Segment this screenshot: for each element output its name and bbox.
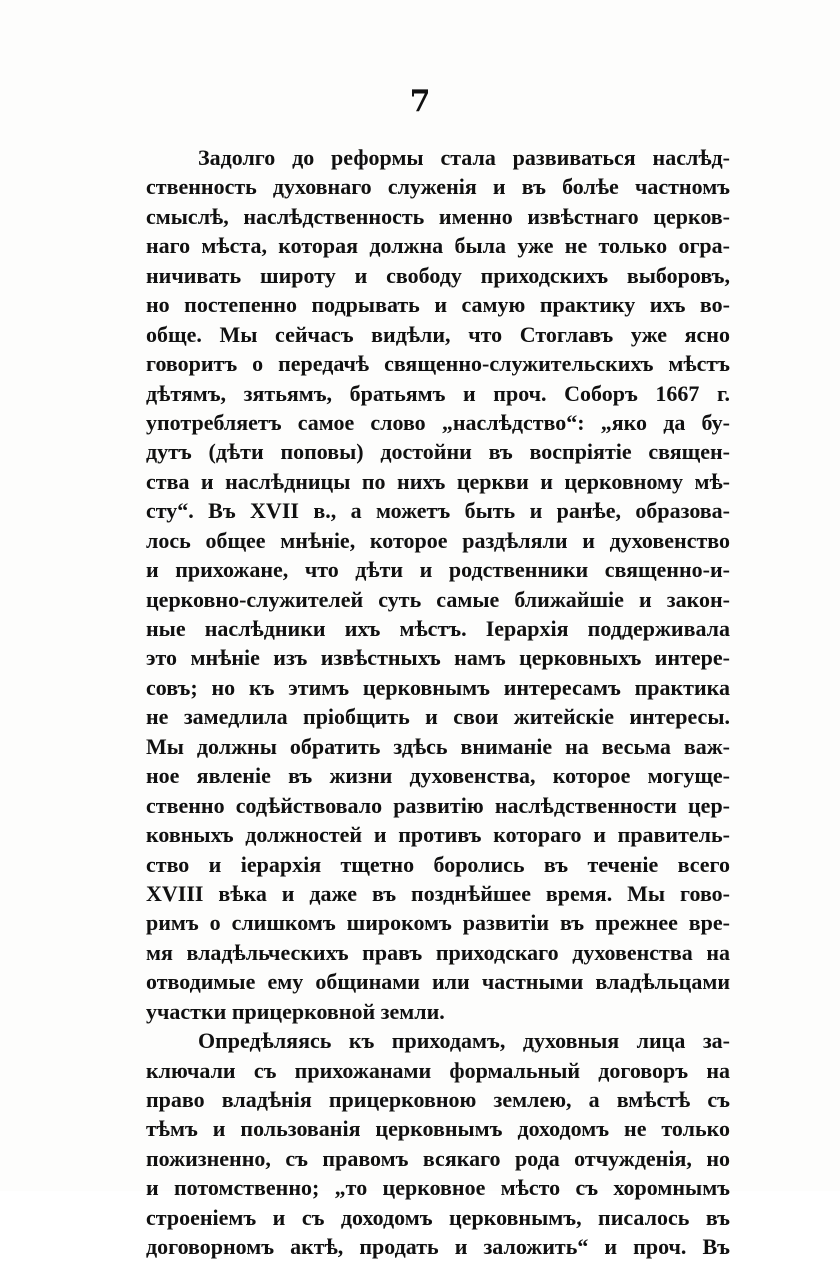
text-line: право владѣнія прицерковною землею, а вмѣстѣ съ — [146, 1087, 730, 1112]
text-line: но постепенно подрывать и самую практику ихъ во- — [146, 292, 730, 318]
text-line: не замедлила пріобщить и свои житейскіе интересы. — [146, 704, 730, 730]
text-line: тѣмъ и пользованія церковнымъ доходомъ не только — [146, 1116, 730, 1142]
text-line: ключали съ прихожанами формальный договоръ на — [146, 1057, 730, 1083]
text-line: ное явленіе въ жизни духовенства, которое могуще- — [146, 763, 730, 789]
text-line: договорномъ актѣ, продать и заложить“ и проч. Въ — [146, 1234, 730, 1260]
text-line: обще. Мы сейчасъ видѣли, что Стоглавъ уже ясно — [146, 321, 730, 347]
text-line: дѣтямъ, зятьямъ, братьямъ и проч. Соборъ 1667 г. — [146, 380, 730, 406]
text-line: строеніемъ и съ доходомъ церковнымъ, писалось въ — [146, 1204, 730, 1230]
text-line: отводимые ему общинами или частными владѣльцами — [146, 969, 730, 995]
paragraph-1 — [146, 143, 730, 1026]
text-line: дутъ (дѣти поповы) достойни въ воспріятіе священ- — [146, 439, 730, 465]
text-line: пожизненно, съ правомъ всякаго рода отчужденія, но — [146, 1145, 730, 1171]
text-line: смыслѣ, наслѣдственность именно извѣстнаго церков- — [146, 203, 730, 229]
text-line: наго мѣста, которая должна была уже не только огра- — [146, 233, 730, 259]
text-line: ные наслѣдники ихъ мѣстъ. Іерархія поддерживала — [146, 616, 730, 641]
text-line: лось общее мнѣніе, которое раздѣляли и духовенство — [146, 527, 730, 553]
paragraph-2 — [146, 1026, 730, 1262]
page-number: 7 — [409, 84, 431, 119]
body-text — [146, 143, 730, 1262]
text-line: церковно-служителей суть самые ближайшіе и закон- — [146, 586, 730, 612]
text-line: сту“. Въ XVII в., а можетъ быть и ранѣе, образова- — [146, 498, 730, 524]
text-line: говоритъ о передачѣ священно-служительскихъ мѣстъ — [146, 351, 730, 377]
text-line: XVIII вѣка и даже въ позднѣйшее время. Мы гово- — [146, 880, 730, 906]
text-line: совъ; но къ этимъ церковнымъ интересамъ практика — [146, 674, 730, 700]
text-line: и прихожане, что дѣти и родственники священно-и- — [146, 557, 730, 583]
text-line: Опредѣляясь къ приходамъ, духовныя лица за- — [198, 1028, 730, 1054]
text-line: Мы должны обратить здѣсь вниманіе на весьма важ- — [146, 733, 730, 759]
text-line: ственность духовнаго служенія и въ болѣе частномъ — [146, 174, 730, 200]
text-line: ственно содѣйствовало развитію наслѣдственности цер- — [146, 792, 730, 818]
text-line: римъ о слишкомъ широкомъ развитіи въ прежнее вре- — [146, 910, 730, 936]
text-line: Задолго до реформы стала развиваться наслѣд- — [198, 145, 730, 170]
text-line: ковныхъ должностей и противъ котораго и правитель- — [146, 822, 730, 848]
text-line: ство и іерархія тщетно боролись въ теченіе всего — [146, 851, 730, 877]
text-line: ства и наслѣдницы по нихъ церкви и церковному мѣ- — [146, 468, 730, 494]
text-line: мя владѣльческихъ правъ приходскаго духовенства на — [146, 939, 730, 965]
text-line: ничивать широту и свободу приходскихъ выборовъ, — [146, 262, 730, 288]
text-line: участки прицерковной земли. — [146, 998, 445, 1024]
text-line: это мнѣніе изъ извѣстныхъ намъ церковныхъ интере- — [146, 645, 730, 671]
text-line: и потомственно; „то церковное мѣсто съ хоромнымъ — [146, 1175, 730, 1201]
text-line: употребляетъ самое слово „наслѣдство“: „яко да бу- — [146, 409, 730, 435]
